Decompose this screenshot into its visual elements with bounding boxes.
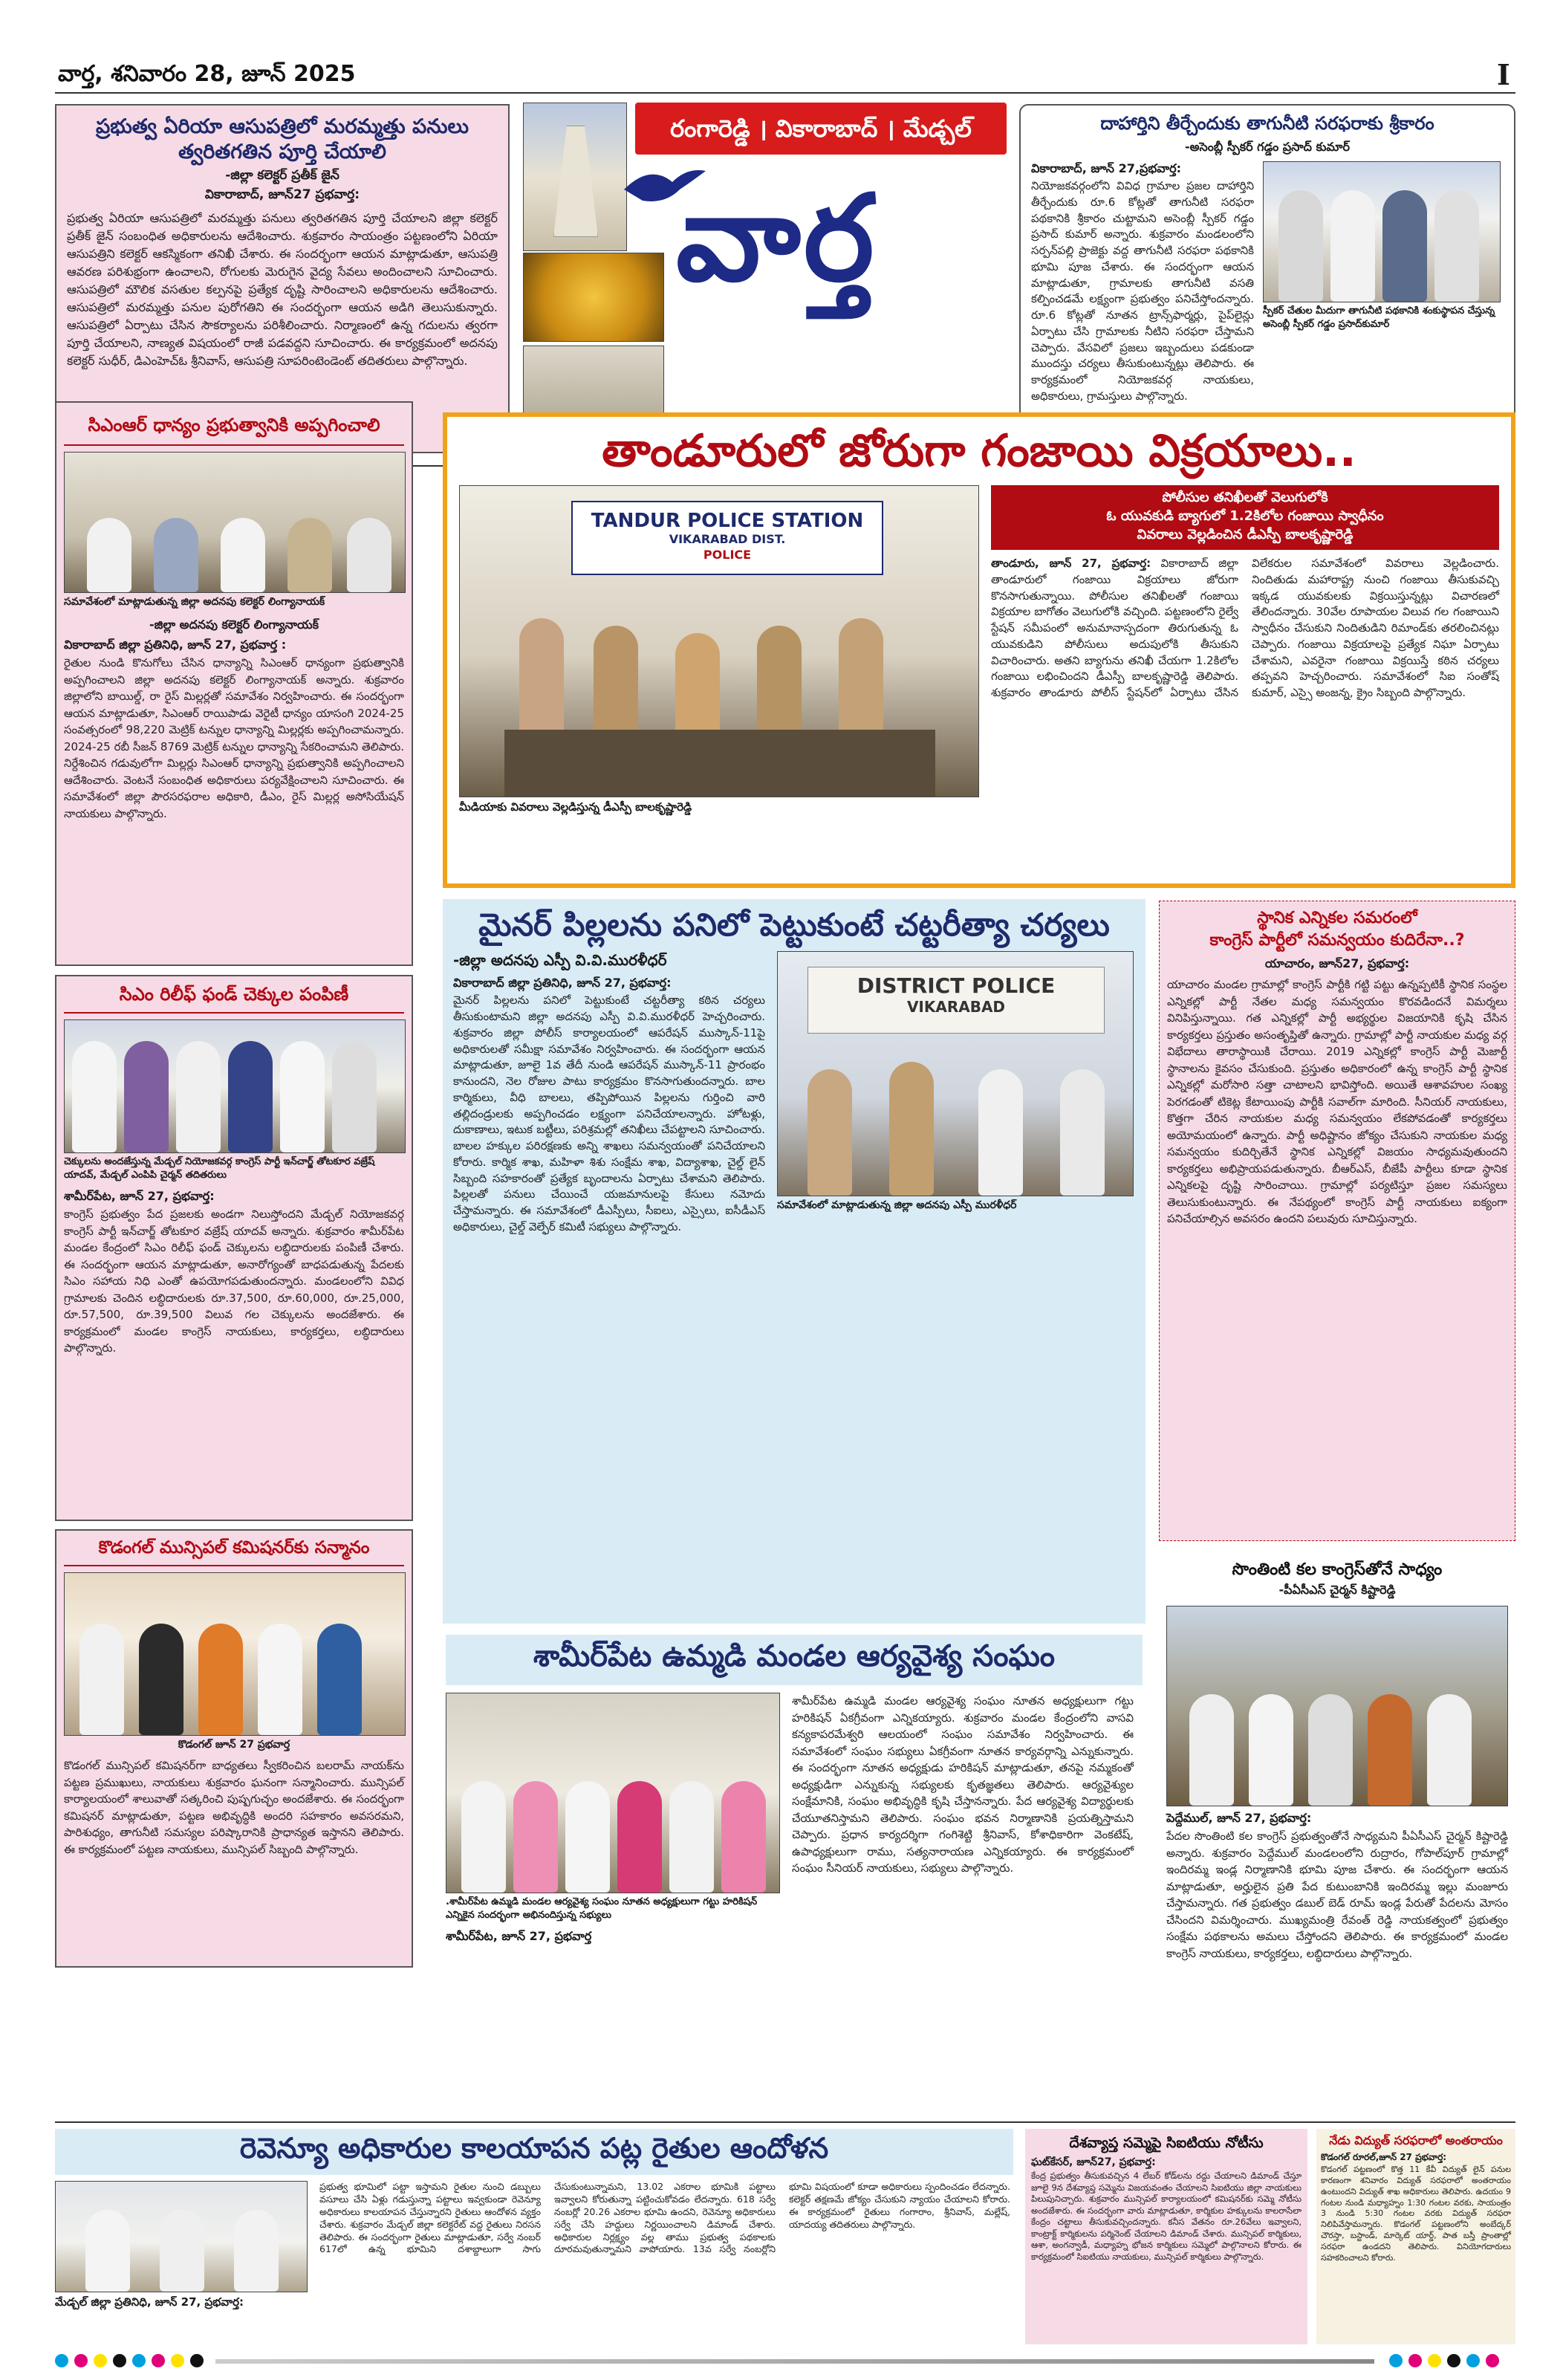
story-cmr-dateline: వికారాబాద్ జిల్లా ప్రతినిధి, జూన్ 27, ప్రభవార్త : [64, 638, 287, 652]
bottom-section-rule [55, 2121, 1515, 2123]
story-hospital-headline: ప్రభుత్వ ఏరియా ఆసుపత్రిలో మరమ్మత్తు పనులు [96, 115, 469, 138]
masthead-logo: వార్త [676, 168, 877, 308]
story-kodangal-body: కొడంగల్ మున్సిపల్ కమిషనర్‌గా బాధ్యతలు స్వీకరించిన బలరామ్ నాయక్‌ను పట్టణ ప్రముఖులు, నాయకులు శుక్రవారం ఘనంగా సన్మానించారు. మున్సిపల్ కార్యాలయంలో శాలువాతో సత్కరించి పుష్పగుచ్ఛం అందజేశారు. ఈ సందర్భంగా కమిషనర్ మాట్లాడుతూ, పట్టణ అభివృద్ధికి అందరి సహకారం అవసరమని, పారిశుధ్యం, తాగునీటి సమస్యల పరిష్కారానికి ప్రాధాన్యత ఇస్తానని తెలిపారు. ఈ కార్యక్రమంలో పట్టణ నాయకులు, మున్సిపల్ సిబ్బంది పాల్గొన్నారు. [64, 1759, 404, 1856]
story-citu-body: కేంద్ర ప్రభుత్వం తీసుకువచ్చిన 4 లేబర్ కోడ్‌లను రద్దు చేయాలని డిమాండ్ చేస్తూ జూలై 9న దేశవ్యాప్త సమ్మెను విజయవంతం చేయాలని సిఐటియు జిల్లా నాయకులు పిలుపునిచ్చారు. శుక్రవారం మున్సిపల్ కార్యాలయంలో కమిషనర్‌కు సమ్మె నోటీసు అందజేశారు. ఈ సందర్భంగా వారు మాట్లాడుతూ, కార్మికుల హక్కులను కాలరాసేలా కేంద్రం చట్టాలు తీసుకువచ్చిందన్నారు. కనీస వేతనం రూ.26వేలు ఇవ్వాలని, కాంట్రాక్ట్ కార్మికులను పర్మినెంట్ చేయాలని డిమాండ్ చేశారు. మున్సిపల్ కార్మికులు, ఆశా, అంగన్వాడీ, మధ్యాహ్న భోజన కార్మికులు సమ్మెలో పాల్గొనాలని కోరారు. ఈ కార్యక్రమంలో సిఐటియు నాయకులు, మున్సిపల్ కార్మికులు పాల్గొన్నారు. [1031, 2170, 1302, 2262]
story-citu-dateline: ఘట్‌కేసర్, జూన్27, ప్రభవార్త: [1031, 2156, 1156, 2168]
story-shamirpet-dateline: శామీర్‌పేట, జూన్ 27, ప్రభవార్త [446, 1929, 592, 1943]
story-minor-photo [777, 951, 1134, 1196]
story-cmrf-box [55, 975, 413, 1521]
story-santhinti-dateline: పెద్దేముల్, జూన్ 27, ప్రభవార్త: [1166, 1811, 1312, 1825]
story-tandur-headline: తాండూరులో జోరుగా గంజాయి విక్రయాలు.. [602, 425, 1356, 477]
story-revenue-body: ప్రభుత్వ భూమిలో పట్టా ఇస్తామని రైతుల నుంచి డబ్బులు వసూలు చేసి ఏళ్లు గడుస్తున్నా పట్టాలు ఇవ్వకుండా రెవెన్యూ అధికారులు కాలయాపన చేస్తున్నారని రైతులు ఆందోళన వ్యక్తం చేశారు. శుక్రవారం మేడ్చల్ జిల్లా కలెక్టరేట్ వద్ద రైతులు నిరసన తెలిపారు. ఈ సందర్భంగా రైతులు మాట్లాడుతూ, సర్వే నంబర్ 617లో ఉన్న భూమిని దశాబ్దాలుగా సాగు చేసుకుంటున్నామని, 13.02 ఎకరాల భూమికి పట్టాలు ఇవ్వాలని కోరుతున్నా పట్టించుకోవడం లేదన్నారు. 618 సర్వే నంబర్లో 20.26 ఎకరాల భూమి ఉందని, రెవెన్యూ అధికారులు సర్వే చేసి హద్దులు నిర్ణయించాలని డిమాండ్ చేశారు. అధికారుల నిర్లక్ష్యం వల్ల తాము ప్రభుత్వ పథకాలకు దూరమవుతున్నామని వాపోయారు. 13వ సర్వే నంబర్లోని భూమి విషయంలో కూడా అధికారులు స్పందించడం లేదన్నారు. కలెక్టర్ తక్షణమే జోక్యం చేసుకుని న్యాయం చేయాలని కోరారు. ఈ కార్యక్రమంలో రైతులు గంగారాం, శ్రీనివాస్, మల్లేష్, యాదయ్య తదితరులు పాల్గొన్నారు. [319, 2181, 1010, 2255]
story-cmr-box [55, 401, 413, 966]
temple-photo [523, 103, 627, 251]
district-police-board-sub: VIKARABAD [906, 998, 1006, 1016]
story-santhinti-byline: -పీఏసీఎస్ చైర్మన్ కిష్టారెడ్డి [1278, 1583, 1396, 1597]
story-water-caption: స్పీకర్ చేతుల మీదుగా తాగునీటి పథకానికి శంకుస్థాపన చేస్తున్న అసెంబ్లీ స్పీకర్ గడ్డం ప్రసాద్‌కుమార్ [1263, 305, 1495, 330]
header-rule [55, 92, 1515, 94]
story-tandur-box [443, 412, 1515, 888]
story-shamirpet-box [443, 1635, 1146, 2110]
story-tandur-subhead-box [991, 485, 1499, 550]
ganesha-photo [523, 253, 664, 342]
story-local-box [1159, 901, 1515, 1541]
story-cmr-photo [64, 452, 406, 593]
story-power-headline: నేడు విద్యుత్ సరఫరాలో అంతరాయం [1329, 2133, 1503, 2147]
district-police-board-text: DISTRICT POLICE [857, 973, 1056, 999]
story-cmrf-headline: సిఎం రిలీఫ్ ఫండ్ చెక్కుల పంపిణీ [64, 984, 404, 1014]
story-hospital-byline: -జిల్లా కలెక్టర్ ప్రతీక్ జైన్ [225, 167, 339, 183]
tandur-police-banner [571, 501, 883, 575]
story-tandur-body: వికారాబాద్ జిల్లా తాండూరులో గంజాయి విక్రయాలు జోరుగా కొనసాగుతున్నాయి. పోలీసుల తనిఖీలతో గంజాయి విక్రయాల బాగోతం వెలుగులోకి వచ్చింది. పట్టణంలోని రైల్వే స్టేషన్ సమీపంలో అనుమానాస్పదంగా తిరుగుతున్న ఓ యువకుడిని పోలీసులు అదుపులోకి తీసుకుని విచారించారు. అతని బ్యాగును తనిఖీ చేయగా 1.2కిలోల గంజాయి లభించిందని డీఎస్పీ బాలకృష్ణారెడ్డి తెలిపారు. శుక్రవారం తాండూరు పోలీస్ స్టేషన్‌లో ఏర్పాటు చేసిన విలేకరుల సమావేశంలో వివరాలు వెల్లడించారు. నిందితుడు మహారాష్ట్ర నుంచి గంజాయి తీసుకువచ్చి ఇక్కడ యువకులకు విక్రయిస్తున్నట్లు విచారణలో తేలిందన్నారు. 30వేల రూపాయల విలువ గల గంజాయిని స్వాధీనం చేసుకుని నిందితుడిని రిమాండ్‌కు తరలించినట్లు చెప్పారు. గంజాయి విక్రయాలపై ప్రత్యేక నిఘా ఏర్పాటు చేశామని, ఎవరైనా గంజాయి విక్రయిస్తే కఠిన చర్యలు తప్పవని హెచ్చరించారు. సమావేశంలో సిఐ సంతోష్ కుమార్, ఎస్సై అంజన్న, క్రైం సిబ్బంది పాల్గొన్నారు. [991, 557, 1499, 699]
story-minor-dateline: వికారాబాద్ జిల్లా ప్రతినిధి, జూన్ 27, ప్రభవార్త: [453, 976, 672, 990]
story-power-body: కొడంగల్ పట్టణంలో కొత్త 11 కేవీ విద్యుత్ లైన్ పనుల కారణంగా శనివారం విద్యుత్ సరఫరాలో అంతరాయం ఉంటుందని విద్యుత్ శాఖ అధికారులు తెలిపారు. ఉదయం 9 గంటల నుండి మధ్యాహ్నం 1:30 గంటల వరకు, సాయంత్రం 3 నుండి 5:30 గంటల వరకు విద్యుత్ సరఫరా నిలిపివేస్తామన్నారు. కొడంగల్ పట్టణంలోని అంబేద్కర్ చౌరస్తా, బస్టాండ్, మార్కెట్ యార్డ్, పాత బస్తీ ప్రాంతాల్లో సరఫరా ఉండదని తెలిపారు. వినియోగదారులు సహకరించాలని కోరారు. [1321, 2165, 1511, 2263]
story-citu-headline: దేశవ్యాప్త సమ్మెపై సిఐటియు నోటీసు [1069, 2135, 1264, 2151]
story-local-headline-2: కాంగ్రెస్ పార్టీలో సమన్వయం కుదిరేనా..? [1209, 931, 1465, 950]
story-cmrf-dateline: శామీర్‌పేట, జూన్ 27, ప్రభవార్త: [64, 1189, 215, 1203]
story-water-photo [1263, 161, 1501, 302]
story-local-headline: స్థానిక ఎన్నికల సమరంలో [1257, 909, 1417, 927]
story-shamirpet-photo [446, 1693, 780, 1893]
page-dateline: వార్త, శనివారం 28, జూన్ 2025 [58, 61, 356, 87]
story-tandur-dateline: తాండూరు, జూన్ 27, ప్రభవార్త: [991, 557, 1151, 570]
story-local-body: యాచారం మండల గ్రామాల్లో కాంగ్రెస్ పార్టీకి గట్టి పట్టు ఉన్నప్పటికీ స్థానిక సంస్థల ఎన్నికల్లో పార్టీ నేతల మధ్య సమన్వయం కొరవడిందనే విమర్శలు వినిపిస్తున్నాయి. గత ఎన్నికల్లో పార్టీ అభ్యర్థుల విజయానికి కృషి చేసిన కార్యకర్తలు ప్రస్తుతం అసంతృప్తితో ఉన్నారు. గ్రామాల్లో పార్టీ నాయకుల మధ్య వర్గ విభేదాలు తారాస్థాయికి చేరాయి. 2019 ఎన్నికల్లో కాంగ్రెస్ పార్టీ మెజార్టీ స్థానాలను కైవసం చేసుకుంది. ప్రస్తుతం అధికారంలో ఉన్న కాంగ్రెస్ పార్టీ స్థానిక ఎన్నికల్లో మరోసారి సత్తా చాటాలని భావిస్తోంది. అయితే ఆశావహుల సంఖ్య పెరగడంతో టికెట్ల కేటాయింపు పార్టీకి సవాల్‌గా మారింది. సీనియర్ నాయకులు, కొత్తగా చేరిన నాయకుల మధ్య సమన్వయం లేకపోవడంతో కార్యకర్తలు అయోమయంలో ఉన్నారు. పార్టీ అధిష్టానం జోక్యం చేసుకుని నాయకుల మధ్య సమన్వయం కుదిర్చితేనే స్థానిక ఎన్నికల్లో విజయం సాధ్యమవుతుందని కార్యకర్తలు అభిప్రాయపడుతున్నారు. బీఆర్ఎస్, బీజేపీ పార్టీలు కూడా స్థానిక ఎన్నికలపై దృష్టి సారించాయి. గ్రామాల్లో పర్యటిస్తూ ప్రజల సమస్యలు తెలుసుకుంటున్నారు. ఈ నేపథ్యంలో కాంగ్రెస్ పార్టీ నాయకులు ఐక్యంగా పనిచేయాల్సిన అవసరం ఉందని పలువురు సూచిస్తున్నారు. [1167, 978, 1507, 1225]
page-number: I [1497, 58, 1510, 91]
story-kodangal-photo [64, 1572, 406, 1736]
story-hospital-headline-2: త్వరితగతిన పూర్తి చేయాలి [178, 140, 386, 163]
story-citu-box [1025, 2129, 1307, 2344]
story-water-byline: -అసెంబ్లీ స్పీకర్ గడ్డం ప్రసాద్ కుమార్ [1185, 140, 1350, 154]
story-local-dateline: యాచారం, జూన్27, ప్రభవార్త: [1264, 956, 1410, 970]
story-hospital-dateline: వికారాబాద్, జూన్27 ప్రభవార్త: [204, 187, 360, 202]
story-tandur-photo [459, 485, 979, 797]
story-cmr-headline: సిఎంఆర్ ధాన్యం ప్రభుత్వానికి అప్పగించాలి [64, 410, 404, 446]
story-santhinti-box [1159, 1553, 1515, 2110]
story-power-dateline: కొడంగల్ రూరల్,జూన్ 27 ప్రభవార్త: [1321, 2152, 1447, 2162]
story-revenue-dateline: మేడ్చల్ జిల్లా ప్రతినిధి, జూన్ 27, ప్రభవార్త: [55, 2295, 244, 2309]
story-minor-headline: మైనర్ పిల్లలను పనిలో పెట్టుకుంటే చట్టరీత్యా చర్యలు [478, 907, 1110, 943]
story-water-box [1019, 104, 1515, 453]
story-power-box [1316, 2129, 1515, 2344]
story-santhinti-body: పేదల సొంతింటి కల కాంగ్రెస్ ప్రభుత్వంతోనే సాధ్యమని పీఏసీఎస్ చైర్మన్ కిష్టారెడ్డి అన్నారు. శుక్రవారం పెద్దేముల్ మండలంలోని రుద్రారం, గోపాల్‌పూర్ గ్రామాల్లో ఇందిరమ్మ ఇండ్ల నిర్మాణానికి భూమి పూజ చేశారు. ఈ సందర్భంగా ఆయన మాట్లాడుతూ, అర్హులైన ప్రతి పేద కుటుంబానికి ఇందిరమ్మ ఇల్లు మంజూరు చేస్తామన్నారు. గత ప్రభుత్వం డబుల్ బెడ్ రూమ్ ఇండ్ల పేరుతో పేదలను మోసం చేసిందని విమర్శించారు. ముఖ్యమంత్రి రేవంత్ రెడ్డి నాయకత్వంలో ప్రభుత్వం సంక్షేమ పథకాలను అమలు చేస్తోందని తెలిపారు. ఈ కార్యక్రమంలో మండల కాంగ్రెస్ నాయకులు, కార్యకర్తలు, లబ్ధిదారులు పాల్గొన్నారు. [1166, 1829, 1508, 1960]
story-minor-caption: సమావేశంలో మాట్లాడుతున్న జిల్లా అదనపు ఎస్పీ మురళీధర్ [777, 1199, 1017, 1212]
story-cmr-caption: సమావేశంలో మాట్లాడుతున్న జిల్లా అదనపు కలెక్టర్ లింగ్యానాయక్ [64, 596, 325, 608]
tandur-police-banner-text: TANDUR POLICE STATION [591, 510, 864, 532]
story-water-headline: దాహార్తిని తీర్చేందుకు తాగునీటి సరఫరాకు శ్రీకారం [1100, 113, 1434, 134]
story-santhinti-photo [1166, 1606, 1508, 1806]
story-tandur-caption: మీడియాకు వివరాలు వెల్లడిస్తున్న డీఎస్పీ బాలకృష్ణారెడ్డి [459, 800, 692, 814]
story-revenue-box [55, 2129, 1013, 2344]
story-cmr-body: రైతుల నుండి కొనుగోలు చేసిన ధాన్యాన్ని సిఎంఆర్ ధాన్యంగా ప్రభుత్వానికి అప్పగించాలని జిల్లా అదనపు కలెక్టర్ లింగ్యానాయక్ అన్నారు. శుక్రవారం జిల్లాలోని బాయిల్డ్, రా రైస్ మిల్లర్లతో సమావేశం నిర్వహించారు. ఈ సందర్భంగా ఆయన మాట్లాడుతూ, సిఎంఆర్ రాయిపాడు వెరైటీ ధాన్యం యాసంగి 2024-25 సంవత్సరంలో 98,220 మెట్రిక్ టన్నుల ధాన్యాన్ని మిల్లర్లకు అప్పగించామన్నారు. 2024-25 రబీ సీజన్ 8769 మెట్రిక్ టన్నుల ధాన్యాన్ని సేకరించామని తెలిపారు. నిర్దేశించిన గడువులోగా మిల్లర్లు సిఎంఆర్ ధాన్యాన్ని ప్రభుత్వానికి అప్పగించాలని ఆదేశించారు. వెంటనే సంబంధిత అధికారులు పర్యవేక్షించాలని సూచించారు. ఈ సమావేశంలో జిల్లా పౌరసరఫరాల అధికారి, డీఎం, రైస్ మిల్లర్ల అసోసియేషన్ నాయకులు పాల్గొన్నారు. [64, 656, 404, 820]
story-kodangal-caption: కొడంగల్ జూన్ 27 ప్రభవార్త [178, 1739, 290, 1751]
story-revenue-photo [55, 2181, 308, 2292]
story-water-body: నియోజకవర్గంలోని వివిధ గ్రామాల ప్రజల దాహార్తిని తీర్చేందుకు రూ.6 కోట్లతో తాగునీటి సరఫరా పథకానికి శ్రీకారం చుట్టామని అసెంబ్లీ స్పీకర్ గడ్డం ప్రసాద్ కుమార్ అన్నారు. శుక్రవారం మండలంలోని సర్పన్‌పల్లి ప్రాజెక్టు వద్ద తాగునీటి సరఫరా పథకానికి భూమి పూజ చేశారు. ఈ సందర్భంగా ఆయన మాట్లాడుతూ, గ్రామాలకు తాగునీటి వసతి కల్పించడమే లక్ష్యంగా ప్రభుత్వం పనిచేస్తోందన్నారు. రూ.6 కోట్లతో నూతన ట్రాన్స్‌ఫార్మర్లు, పైప్‌లైన్లు ఏర్పాటు చేసి గ్రామాలకు నీటిని సరఫరా చేస్తామని చెప్పారు. వేసవిలో ప్రజలు ఇబ్బందులు పడకుండా ముందస్తు చర్యలు తీసుకుంటున్నట్లు తెలిపారు. ఈ కార్యక్రమంలో నియోజకవర్గ నాయకులు, అధికారులు, గ్రామస్తులు పాల్గొన్నారు. [1031, 179, 1254, 403]
story-minor-byline: -జిల్లా అదనపు ఎస్పీ వి.వి.మురళీధర్ [453, 951, 667, 970]
story-kodangal-box [55, 1529, 413, 1968]
tandur-police-banner-word: POLICE [703, 548, 752, 562]
story-cmrf-photo [64, 1019, 406, 1153]
story-tandur-subhead-2: ఓ యువకుడి బ్యాగులో 1.2కిలోల గంజాయి స్వాధీనం [1106, 508, 1384, 524]
story-kodangal-headline: కొడంగల్ మున్సిపల్ కమిషనర్‌కు సన్మానం [64, 1538, 404, 1566]
story-water-dateline: వికారాబాద్, జూన్ 27,ప్రభవార్త: [1031, 161, 1181, 175]
story-santhinti-headline: సొంతింటి కల కాంగ్రెస్‌తోనే సాధ్యం [1232, 1560, 1443, 1579]
story-cmrf-caption: చెక్కులను అందజేస్తున్న మేడ్చల్ నియోజకవర్గ కాంగ్రెస్ పార్టీ ఇన్‌చార్జ్ తోటకూర వజ్రేష్ యాదవ్, మేడ్చల్ ఎంపిపి చైర్మన్ తదితరులు [64, 1156, 375, 1181]
story-tandur-subhead-3: వివరాలు వెల్లడించిన డీఎస్పీ బాలకృష్ణారెడ్డి [1137, 527, 1354, 542]
story-hospital-body: ప్రభుత్వ ఏరియా ఆసుపత్రిలో మరమ్మత్తు పనులు త్వరితగతిన పూర్తి చేయాలని జిల్లా కలెక్టర్ ప్రతీక్ జైన్ సంబంధిత అధికారులను ఆదేశించారు. శుక్రవారం సాయంత్రం పట్టణంలోని ఏరియా ఆసుపత్రిని కలెక్టర్ ఆకస్మికంగా తనిఖీ చేశారు. ఈ సందర్భంగా ఆయన మాట్లాడుతూ, ఆసుపత్రి ఆవరణ పరిశుభ్రంగా ఉంచాలని, రోగులకు మెరుగైన వైద్య సేవలు అందించాలని సూచించారు. ఆసుపత్రిలో మౌలిక వసతుల కల్పనపై ప్రత్యేక దృష్టి సారించాలని అధికారులను ఆదేశించారు. ఆసుపత్రిలో మరమ్మత్తు పనుల పురోగతిని ఈ సందర్భంగా ఆయన అడిగి తెలుసుకున్నారు. ఆసుపత్రిలో ఏర్పాటు చేసిన సౌకర్యాలను పరిశీలించారు. నిర్మాణంలో ఉన్న గదులను త్వరగా పూర్తి చేయాలని, నాణ్యత విషయంలో రాజీ పడవద్దని సూచించారు. ఈ కార్యక్రమంలో అదనపు కలెక్టర్ సుధీర్, డిఎంహెచ్ఓ శ్రీనివాస్, ఆసుపత్రి సూపరింటెండెంట్ తదితరులు పాల్గొన్నారు. [67, 210, 498, 368]
tandur-police-banner-sub: VIKARABAD DIST. [669, 532, 786, 546]
story-shamirpet-body: శామీర్‌పేట ఉమ్మడి మండల ఆర్యవైశ్య సంఘం నూతన అధ్యక్షులుగా గట్టు హరికిషన్ ఏకగ్రీవంగా ఎన్నికయ్యారు. శుక్రవారం మండల కేంద్రంలోని వాసవి కన్యకాపరమేశ్వరి ఆలయంలో సంఘం సమావేశం నిర్వహించారు. ఈ సమావేశంలో సంఘం సభ్యులు ఏకగ్రీవంగా నూతన కార్యవర్గాన్ని ఎన్నుకున్నారు. ఈ సందర్భంగా నూతన అధ్యక్షుడు హరికిషన్ మాట్లాడుతూ, తనపై నమ్మకంతో అధ్యక్షుడిగా ఎన్నుకున్న సభ్యులకు కృతజ్ఞతలు తెలిపారు. ఆర్యవైశ్యుల సంక్షేమానికి, సంఘం అభివృద్ధికి కృషి చేస్తానన్నారు. పేద ఆర్యవైశ్య విద్యార్థులకు చేయూతనిస్తామని తెలిపారు. సంఘం భవన నిర్మాణానికి ప్రయత్నిస్తామని చెప్పారు. ప్రధాన కార్యదర్శిగా గంగిశెట్టి శ్రీనివాస్, కోశాధికారిగా వెంకటేష్, ఉపాధ్యక్షులుగా రాము, సత్యనారాయణ ఎన్నికయ్యారు. ఈ కార్యక్రమంలో సంఘం సీనియర్ నాయకులు, సభ్యులు పాల్గొన్నారు. [792, 1694, 1134, 1875]
story-shamirpet-caption: .శామీర్‌పేట ఉమ్మడి మండల ఆర్యవైశ్య సంఘం నూతన అధ్యక్షులుగా గట్టు హరికిషన్ ఎన్నికైన సందర్భంగా అభినందిస్తున్న సభ్యులు [446, 1896, 758, 1921]
story-tandur-subhead-1: పోలీసుల తనిఖీలతో వెలుగులోకి [1162, 490, 1328, 505]
story-minor-body: మైనర్ పిల్లలను పనిలో పెట్టుకుంటే చట్టరీత్యా కఠిన చర్యలు తీసుకుంటామని జిల్లా అదనపు ఎస్పీ వి.వి.మురళీధర్ హెచ్చరించారు. శుక్రవారం జిల్లా పోలీస్ కార్యాలయంలో ఆపరేషన్ ముస్కాన్-11పై అధికారులతో సమీక్షా సమావేశం నిర్వహించారు. ఈ సందర్భంగా ఆయన మాట్లాడుతూ, జూలై 1వ తేదీ నుండి ఆపరేషన్ ముస్కాన్-11 ప్రారంభం కానుందని, నెల రోజుల పాటు కార్యక్రమం కొనసాగుతుందన్నారు. బాల కార్మికులు, వీధి బాలలు, తప్పిపోయిన పిల్లలను గుర్తించి వారి తల్లిదండ్రులకు అప్పగించడం లక్ష్యంగా పనిచేయాలన్నారు. హోటళ్లు, దుకాణాలు, ఇటుక బట్టీలు, పరిశ్రమల్లో తనిఖీలు చేపట్టాలని సూచించారు. బాలల హక్కుల పరిరక్షణకు అన్ని శాఖలు సమన్వయంతో పనిచేయాలని కోరారు. కార్మిక శాఖ, మహిళా శిశు సంక్షేమ శాఖ, విద్యాశాఖ, చైల్డ్ లైన్ సిబ్బంది సహకారంతో ప్రత్యేక బృందాలను ఏర్పాటు చేశామని తెలిపారు. పిల్లలతో పనులు చేయించే యజమానులపై కేసులు నమోదు చేస్తామన్నారు. ఈ సమావేశంలో డీఎస్పీలు, సీఐలు, ఎస్సైలు, ఐసీడీఎస్ అధికారులు, చైల్డ్ వెల్ఫేర్ కమిటీ సభ్యులు పాల్గొన్నారు. [453, 993, 765, 1233]
story-minor-box [443, 899, 1146, 1624]
masthead-districts: రంగారెడ్డి । వికారాబాద్ । మేడ్చల్ [635, 103, 1007, 155]
story-cmr-byline: -జిల్లా అదనపు కలెక్టర్ లింగ్యానాయక్ [149, 617, 319, 632]
story-cmrf-body: కాంగ్రెస్ ప్రభుత్వం పేద ప్రజలకు అండగా నిలుస్తోందని మేడ్చల్ నియోజకవర్గ కాంగ్రెస్ పార్టీ ఇన్‌చార్జ్ తోటకూర వజ్రేష్ యాదవ్ అన్నారు. శుక్రవారం శామీర్‌పేట మండల కేంద్రంలో సిఎం రిలీఫ్ ఫండ్ చెక్కులను లబ్ధిదారులకు పంపిణీ చేశారు. ఈ సందర్భంగా ఆయన మాట్లాడుతూ, అనారోగ్యంతో బాధపడుతున్న పేదలకు సిఎం సహాయ నిధి ఎంతో ఉపయోగపడుతుందన్నారు. మండలంలోని వివిధ గ్రామాలకు చెందిన లబ్ధిదారులకు రూ.37,500, రూ.60,000, రూ.25,000, రూ.57,500, రూ.39,500 విలువ గల చెక్కులను అందజేశారు. ఈ కార్యక్రమంలో మండల కాంగ్రెస్ నాయకులు, కార్యకర్తలు, లబ్ధిదారులు పాల్గొన్నారు. [64, 1207, 404, 1355]
district-police-board [808, 967, 1105, 1034]
story-revenue-headline: రెవెన్యూ అధికారుల కాలయాపన పట్ల రైతుల ఆందోళన [55, 2129, 1013, 2175]
story-shamirpet-headline: శామీర్‌పేట ఉమ్మడి మండల ఆర్యవైశ్య సంఘం [446, 1635, 1143, 1685]
